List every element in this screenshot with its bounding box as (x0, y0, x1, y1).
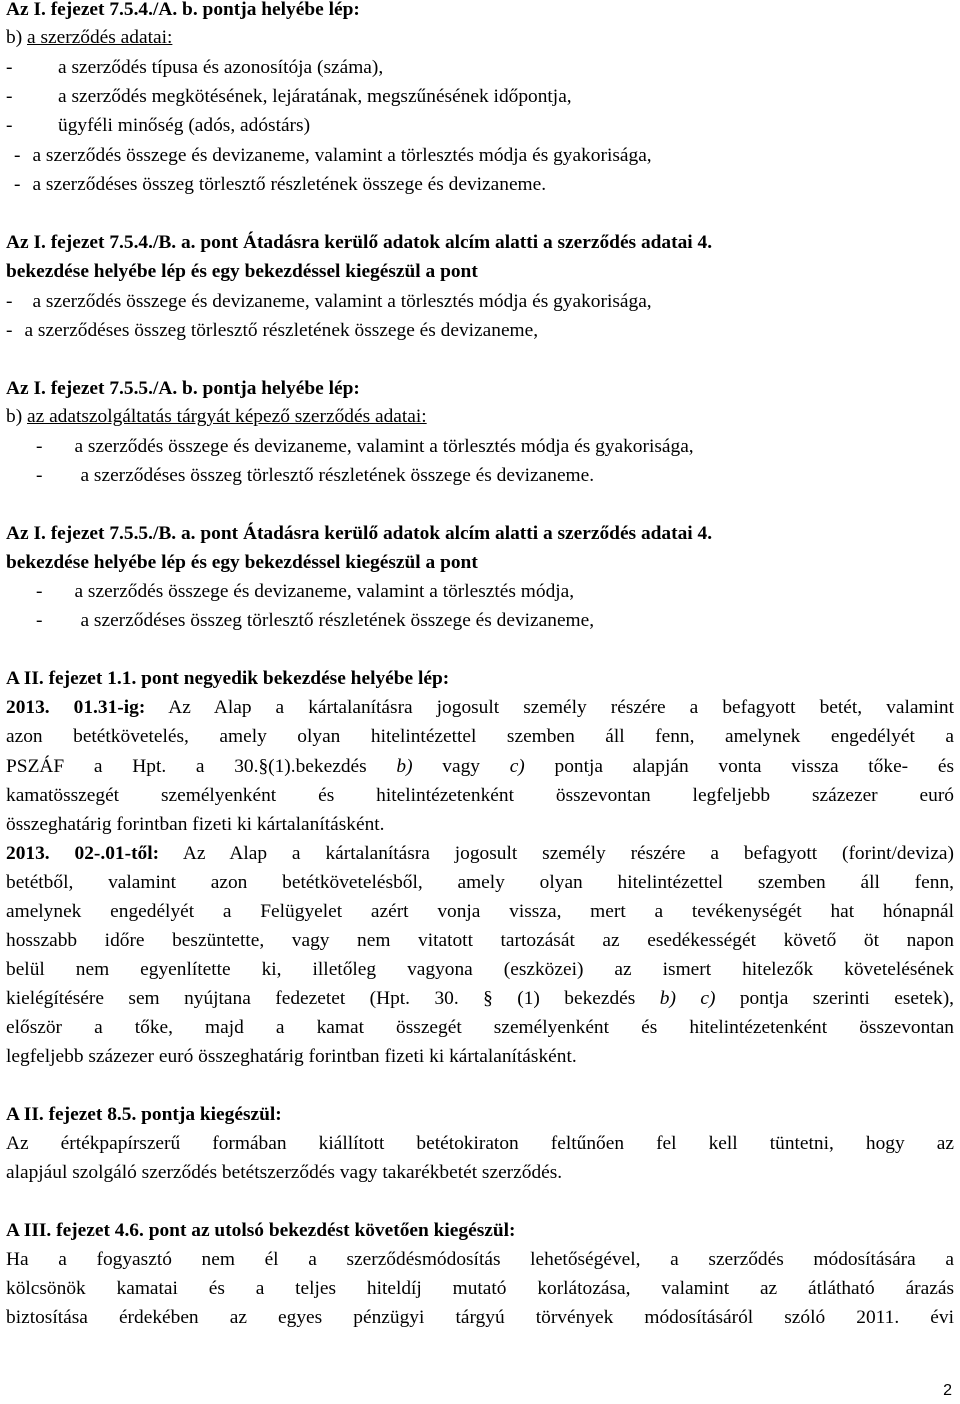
section-heading: Az I. fejezet 7.5.4./B. a. pont Átadásra kerülő adatok alcím alatti a szerződés adatai 4. (6, 232, 713, 253)
list-item (6, 609, 954, 633)
date-label: 2013. 01.31-ig: (6, 697, 146, 718)
list-item-text: a szerződés típusa és azonosítója (száma), (58, 57, 384, 78)
paragraph-text: Az Alap a kártalanításra jogosult személy részére a befagyott betét, valamint (145, 697, 954, 718)
list-item-text: a szerződés összege és devizaneme, valamint a törlesztés módja és gyakorisága, (32, 291, 652, 312)
paragraph-line: összeghatárig forintban fizeti ki kártalanításként. (6, 814, 385, 835)
dash: - (36, 465, 43, 486)
list-item (6, 114, 954, 138)
dash: - (36, 581, 43, 602)
list-item-text: a szerződés összege és devizaneme, valamint a törlesztés módja és gyakorisága, (74, 436, 694, 457)
italic-ref: b) (396, 756, 413, 777)
label-text: az adatszolgáltatás tárgyát képező szerződés adatai: (27, 406, 427, 427)
paragraph-text: vagy (412, 756, 510, 777)
paragraph-text: PSZÁF a Hpt. a 30.§(1).bekezdés (6, 756, 397, 777)
paragraph-line (6, 755, 954, 779)
section-heading: Az I. fejezet 7.5.5./A. b. pontja helyébe lép: (6, 378, 360, 399)
section-heading: A II. fejezet 1.1. pont negyedik bekezdése helyébe lép: (6, 668, 450, 689)
dash: - (36, 610, 43, 631)
dash: - (14, 174, 21, 195)
paragraph-text: pontja alapján vonta vissza tőke- és (524, 756, 955, 777)
dash: - (6, 115, 13, 136)
date-label: 2013. 02-.01-től: (6, 843, 160, 864)
paragraph-line: alapjául szolgáló szerződés betétszerződés vagy takarékbetét szerződés. (6, 1162, 563, 1183)
page-number: 2 (943, 1382, 952, 1399)
paragraph-line: hosszabb időre beszüntette, vagy nem vitatott tartozását az esedékességét követő öt napon (6, 930, 954, 951)
section-heading-continuation: bekezdése helyébe lép és egy bekezdéssel kiegészül a pont (6, 552, 478, 573)
section-heading: Az I. fejezet 7.5.4./A. b. pontja helyébe lép: (6, 0, 360, 20)
list-item-text: a szerződés összege és devizaneme, valamint a törlesztés módja, (74, 581, 575, 602)
dash: - (6, 57, 13, 78)
section-heading: Az I. fejezet 7.5.5./B. a. pont Átadásra kerülő adatok alcím alatti a szerződés adatai 4. (6, 523, 713, 544)
italic-ref: c) (509, 756, 525, 777)
list-item (6, 56, 954, 80)
paragraph-line: először a tőke, majd a kamat összegét személyenként és hitelintézetenként összevontan (6, 1017, 954, 1038)
label-text: a szerződés adatai: (27, 27, 173, 48)
list-item (6, 319, 954, 343)
list-item (6, 144, 954, 168)
label-prefix: b) (6, 27, 28, 48)
paragraph-line (6, 842, 954, 866)
label-prefix: b) (6, 406, 28, 427)
paragraph-line: Az értékpapírszerű formában kiállított betétokiraton feltűnően fel kell tüntetni, hogy az (6, 1133, 954, 1154)
paragraph-text: kielégítésére sem nyújtana fedezetet (Hpt. 30. § (1) bekezdés (6, 988, 660, 1009)
section-heading: A II. fejezet 8.5. pontja kiegészül: (6, 1104, 282, 1125)
paragraph-line (6, 987, 954, 1011)
section-heading-continuation: bekezdése helyébe lép és egy bekezdéssel kiegészül a pont (6, 261, 478, 282)
paragraph-text: Az Alap a kártalanításra jogosult személy részére a befagyott (forint/deviza) (159, 843, 954, 864)
paragraph-line: Ha a fogyasztó nem él a szerződésmódosítás lehetőségével, a szerződés módosítására a (6, 1249, 954, 1270)
list-item (6, 580, 954, 604)
dash: - (6, 320, 13, 341)
dash: - (6, 86, 13, 107)
subsection-label (6, 405, 954, 429)
list-item (6, 173, 954, 197)
list-item (6, 435, 954, 459)
paragraph-line: kamatösszegét személyenként és hitelintézetenként összevontan legfeljebb százezer euró (6, 785, 954, 806)
dash: - (6, 291, 13, 312)
italic-ref: b) c) (659, 988, 716, 1009)
paragraph-line: kölcsönök kamatai és a teljes hiteldíj mutató korlátozása, valamint az átlátható árazás (6, 1278, 954, 1299)
subsection-label (6, 26, 954, 50)
paragraph-line: biztosítása érdekében az egyes pénzügyi tárgyú törvények módosításáról szóló 2011. évi (6, 1307, 954, 1328)
dash: - (14, 145, 21, 166)
paragraph-line: belül nem egyenlítette ki, illetőleg vagyona (eszközei) az ismert hitelezők követelésének (6, 959, 954, 980)
list-item (6, 85, 954, 109)
list-item-text: a szerződéses összeg törlesztő részletének összege és devizaneme. (32, 174, 547, 195)
paragraph-line (6, 696, 954, 720)
list-item-text: a szerződés megkötésének, lejáratának, megszűnésének időpontja, (58, 86, 572, 107)
list-item-text: a szerződés összege és devizaneme, valamint a törlesztés módja és gyakorisága, (32, 145, 652, 166)
paragraph-line: legfeljebb százezer euró összeghatárig forintban fizeti ki kártalanításként. (6, 1046, 577, 1067)
paragraph-line: amelynek engedélyét a Felügyelet azért vonja vissza, mert a tevékenységét hat hónapnál (6, 901, 954, 922)
paragraph-line: betétből, valamint azon betétkövetelésből, amely olyan hitelintézettel szemben áll fenn, (6, 872, 954, 893)
list-item (6, 464, 954, 488)
paragraph-line: azon betétkövetelés, amely olyan hitelintézettel szemben áll fenn, amelynek engedélyét a (6, 726, 954, 747)
list-item-text: a szerződéses összeg törlesztő részletének összege és devizaneme. (80, 465, 595, 486)
paragraph-text: pontja szerinti esetek), (715, 988, 954, 1009)
dash: - (36, 436, 43, 457)
list-item-text: a szerződéses összeg törlesztő részletének összege és devizaneme, (24, 320, 539, 341)
list-item-text: ügyféli minőség (adós, adóstárs) (58, 115, 311, 136)
list-item-text: a szerződéses összeg törlesztő részletének összege és devizaneme, (80, 610, 595, 631)
section-heading: A III. fejezet 4.6. pont az utolsó bekezdést követően kiegészül: (6, 1220, 516, 1241)
list-item (6, 290, 954, 314)
